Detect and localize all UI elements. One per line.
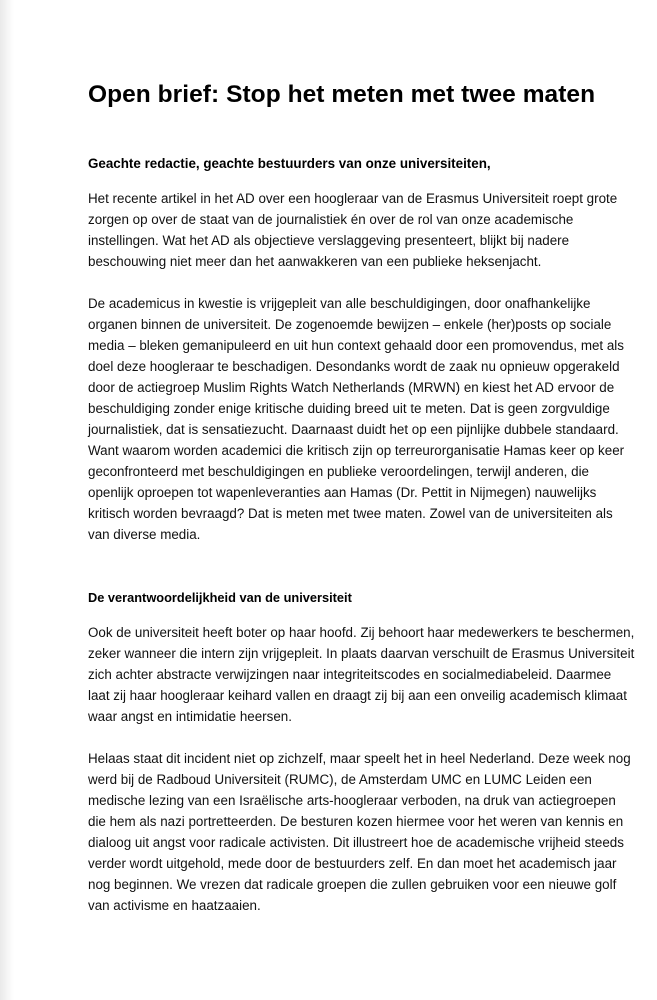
paragraph-2: De academicus in kwestie is vrijgepleit van alle beschuldigingen, door onafhankelijke organen binnen de universiteit. De zogenoemde bewijzen – enkele (her)posts op sociale media – bleken gemanipuleerd en uit hun context gehaald door een promovendus, met als doel deze hoogleraar te beschadigen. Desondanks wordt de zaak nu opnieuw opgerakeld door de actiegroep Muslim Rights Watch Netherlands (MRWN) en kiest het AD ervoor de beschuldiging zonder enige kritische duiding breed uit te meten. Dat is geen zorgvuldige journalistiek, dat is sensatiezucht. Daarnaast duidt het op een pijnlijke dubbele standaard. Want waarom worden academici die kritisch zijn op terreurorganisatie Hamas keer op keer geconfronteerd met beschuldigingen en publieke veroordelingen, terwijl anderen, die openlijk oproepen tot wapenleveranties aan Hamas (Dr. Pettit in Nijmegen) nauwelijks kritisch worden bevraagd? Dat is meten met twee maten. Zowel van de universiteiten als van diverse media. — [88, 296, 625, 542]
page-shadow-edge — [0, 0, 14, 1000]
section-heading: De verantwoordelijkheid van de universiteit — [88, 590, 352, 605]
letter-body — [88, 78, 636, 916]
paragraph-4: Helaas staat dit incident niet op zichzelf, maar speelt het in heel Nederland. Deze week nog werd bij de Radboud Universiteit (RUMC), de Amsterdam UMC en LUMC Leiden een medische lezing van een Israëlische arts-hoogleraar verboden, na druk van actiegroepen die hem als nazi portretteerden. De besturen kozen hiermee voor het weren van kennis en dialoog uit angst voor radicale activisten. Dit illustreert hoe de academische vrijheid steeds verder wordt uitgehold, mede door de bestuurders zelf. En dan moet het academisch jaar nog beginnen. We vrezen dat radicale groepen die zullen gebruiken voor een nieuwe golf van activisme en haatzaaien. — [88, 751, 631, 913]
salutation: Geachte redactie, geachte bestuurders van onze universiteiten, — [88, 156, 491, 171]
letter-title: Open brief: Stop het meten met twee maten — [88, 81, 596, 108]
paragraph-3: Ook de universiteit heeft boter op haar hoofd. Zij behoort haar medewerkers te beschermen, zeker wanneer die intern zijn vrijgepleit. In plaats daarvan verschuilt de Erasmus Universiteit zich achter abstracte verwijzingen naar integriteitscodes en socialmediabeleid. Daarmee laat zij haar hoogleraar keihard vallen en draagt zij bij aan een onveilig academisch klimaat waar angst en intimidatie heersen. — [88, 625, 635, 724]
paragraph-1: Het recente artikel in het AD over een hoogleraar van de Erasmus Universiteit roept grote zorgen op over de staat van de journalistiek én over de rol van onze academische instellingen. Wat het AD als objectieve verslaggeving presenteert, blijkt bij nadere beschouwing niet meer dan het aanwakkeren van een publieke heksenjacht. — [88, 191, 618, 269]
